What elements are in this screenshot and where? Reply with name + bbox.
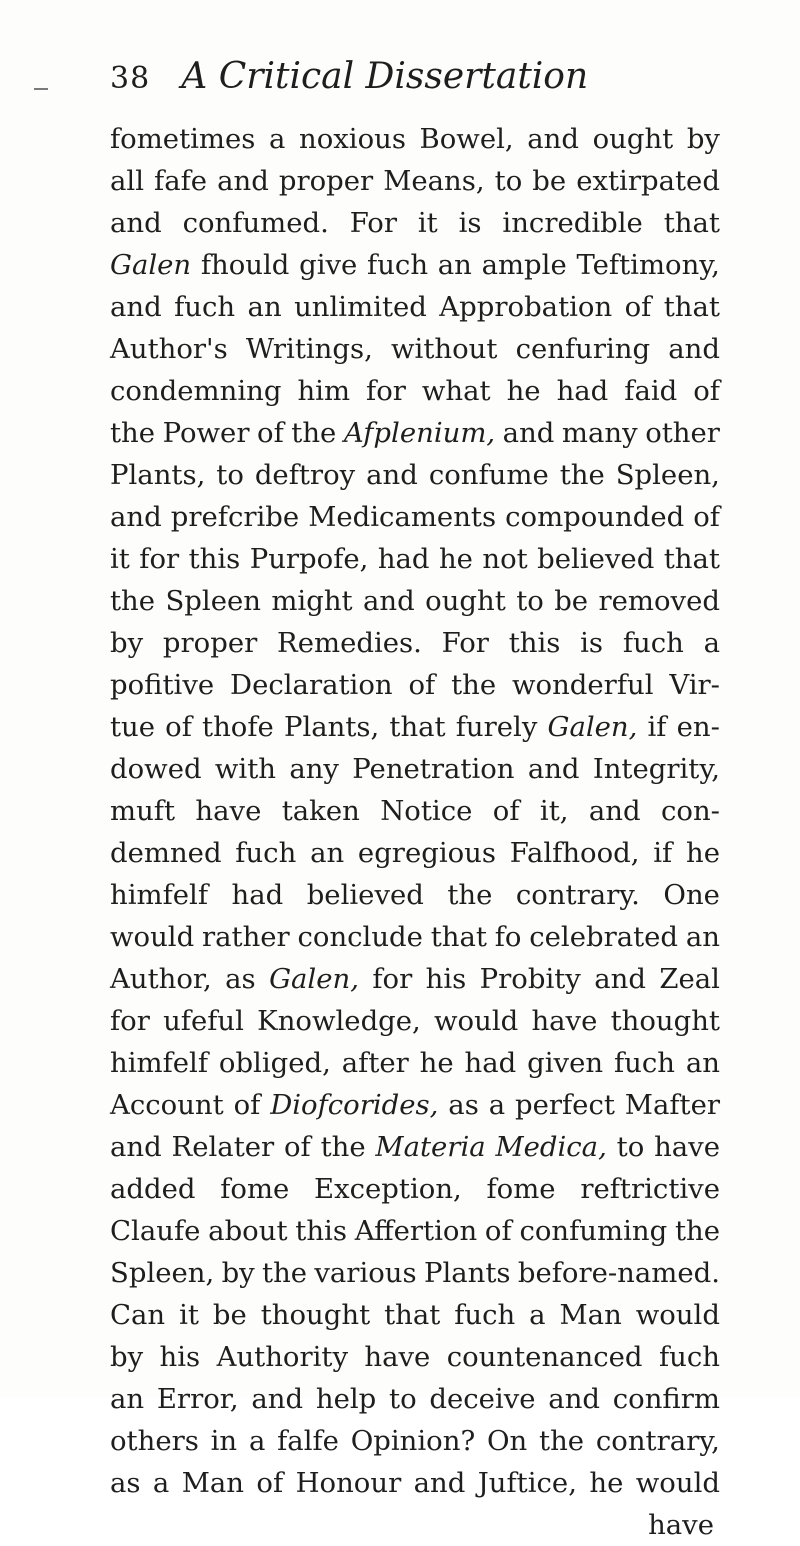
word: confuming [519,1215,668,1247]
text-line [110,496,720,538]
word: without [391,333,498,365]
word: Claufe [110,1215,201,1247]
word: is [580,627,604,659]
word: Zeal [659,963,720,995]
word: his [425,963,467,995]
word: fometimes [110,123,256,155]
word: fuch [454,1299,516,1331]
word: and [110,207,162,239]
text-line [110,1294,720,1336]
word: and [548,1383,601,1415]
word: Medica, [495,1131,607,1163]
word: demned [110,837,222,869]
word: contrary. [515,879,640,911]
word: this [295,1215,347,1247]
word: of [233,1089,261,1121]
word: Relater [171,1131,275,1163]
word: incredible [502,207,643,239]
word: to [389,1383,417,1415]
word: Teftimony, [576,249,720,281]
word: the [291,417,337,449]
word: had [231,879,284,911]
word: many [561,417,638,449]
word: an [110,1383,145,1415]
word: Plants [423,1257,511,1289]
text-line [110,1336,720,1378]
word: others [110,1425,199,1457]
word: not [482,543,528,575]
text-line [110,1252,720,1294]
running-title: A Critical Dissertation [181,56,589,97]
word: with [214,753,276,785]
word: Galen [110,249,192,281]
text-line [110,958,720,1000]
word: after [341,1047,409,1079]
catchword: have [648,1509,714,1541]
word: Spleen, [110,1257,215,1289]
word: the [674,1215,720,1247]
word: Affertion [354,1215,478,1247]
text-line [110,286,720,328]
word: the [110,585,156,617]
word: fuch [622,627,684,659]
word: reftrictive [580,1173,720,1205]
word: Declaration [230,669,393,701]
word: give [299,249,358,281]
word: any [289,753,339,785]
word: Falfhood, [509,837,640,869]
word: it [179,1299,199,1331]
word: for [110,1005,150,1037]
word: conclude [297,921,423,953]
word: himfelf [110,879,209,911]
word: have [364,1341,431,1373]
word: cenfuring [515,333,651,365]
word: For [441,627,489,659]
text-line [110,580,720,622]
word: rather [201,921,290,953]
paper-blemish [395,8,413,34]
word: Bowel, [419,123,514,155]
word: fome [220,1173,290,1205]
word: Exception, [314,1173,462,1205]
word: falfe [277,1425,339,1457]
word: if [647,711,667,743]
word: and [527,753,580,785]
word: as [110,1467,141,1499]
margin-mark [34,88,48,90]
word: removed [598,585,720,617]
word: Probity [479,963,581,995]
word: added [110,1173,196,1205]
word: and [363,585,415,617]
word: unlimited [294,291,427,323]
word: of [284,1131,311,1163]
text-line [110,412,720,454]
word: he [589,1467,624,1499]
word: ought [592,123,674,155]
word: the [320,1131,366,1163]
word: he [419,1047,454,1079]
text-line [110,160,720,202]
word: Galen, [547,711,638,743]
text-line [110,454,720,496]
word: and [110,1131,162,1163]
word: celebrated [529,921,679,953]
word: an [685,1047,720,1079]
word: and [668,333,720,365]
word: confume [428,459,549,491]
word: and [502,417,555,449]
word: an [310,837,345,869]
word: in [210,1425,238,1457]
word: fuch [235,837,297,869]
word: Purpofe, [249,543,369,575]
word: condemning [110,375,282,407]
text-line [110,1000,720,1042]
word: as [225,963,256,995]
word: noxious [299,123,406,155]
word: Author's [110,333,228,365]
word: would [635,1299,720,1331]
text-line [110,1168,720,1210]
text-line [110,1462,720,1504]
word: himfelf [110,1047,209,1079]
word: wonderful [511,669,654,701]
word: he [686,837,720,869]
word: Man [559,1299,622,1331]
word: taken [281,795,360,827]
word: ufeful [163,1005,244,1037]
word: would [434,1005,519,1037]
word: given [527,1047,604,1079]
text-line [110,370,720,412]
word: a [488,1089,506,1121]
word: thought [260,1299,371,1331]
word: him [297,375,351,407]
word: proper [278,165,374,197]
word: for [372,963,413,995]
word: of [408,669,436,701]
word: and [527,123,579,155]
word: by [686,123,720,155]
word: would [110,921,195,953]
word: have [531,1005,598,1037]
word: fuch [174,291,236,323]
word: fafe [154,165,208,197]
word: of [165,711,192,743]
word: fhould [200,249,290,281]
word: ought [425,585,506,617]
word: Error, [156,1383,239,1415]
word: believed [537,543,655,575]
word: fome [486,1173,556,1205]
word: dowed [110,753,202,785]
word: might [271,585,353,617]
word: that [430,921,487,953]
word: the [110,417,156,449]
word: of [693,501,720,533]
word: of [624,291,652,323]
word: tue [110,711,156,743]
word: it [110,543,130,575]
word: for [139,543,180,575]
body-text [110,118,720,1546]
word: various [314,1257,417,1289]
word: of [256,1467,284,1499]
word: a [703,627,720,659]
word: fuch [613,1047,675,1079]
word: faid [624,375,678,407]
word: confirm [612,1383,720,1415]
word: and [251,1383,304,1415]
text-line [110,664,720,706]
word: Spleen [165,585,261,617]
word: and [594,963,646,995]
catchword-line [110,1504,720,1546]
word: a [248,1425,266,1457]
word: deftroy [254,459,356,491]
word: what [421,375,491,407]
word: all [110,165,144,197]
word: a [269,123,286,155]
word: ample [481,249,567,281]
text-line [110,328,720,370]
word: deceive [429,1383,536,1415]
word: Diofcorides, [270,1089,439,1121]
word: Plants, [283,711,380,743]
word: and [588,795,641,827]
word: if [653,837,673,869]
word: extirpated [576,165,720,197]
word: furely [455,711,538,743]
word: it [417,207,438,239]
word: be [554,585,589,617]
word: Penetration [352,753,515,785]
word: Spleen, [615,459,720,491]
word: Afplenium, [343,417,496,449]
word: a [529,1299,546,1331]
word: Approbation [439,291,613,323]
text-line [110,1126,720,1168]
text-line [110,1378,720,1420]
word: of [492,795,520,827]
word: the [539,1425,585,1457]
word: prefcribe [170,501,300,533]
word: and [110,291,162,323]
word: by [221,1257,255,1289]
word: had [377,543,430,575]
word: his [159,1341,201,1373]
word: On [486,1425,528,1457]
word: as [448,1089,479,1121]
text-line [110,118,720,160]
word: compounded [505,501,685,533]
word: pofitive [110,669,215,701]
word: Knowledge, [257,1005,421,1037]
word: Integrity, [592,753,720,785]
word: thought [610,1005,720,1037]
word: the [559,459,605,491]
word: to [494,165,523,197]
word: to [216,459,244,491]
word: of [257,417,284,449]
word: that [663,207,720,239]
word: Power [162,417,250,449]
text-line [110,874,720,916]
text-line [110,706,720,748]
word: proper [162,627,258,659]
word: fuch [658,1341,720,1373]
word: help [315,1383,377,1415]
word: Mafter [624,1089,720,1121]
word: he [506,375,541,407]
word: by [110,627,144,659]
word: Authority [216,1341,348,1373]
word: Author, [110,963,212,995]
word: of [693,375,720,407]
text-line [110,790,720,832]
word: other [645,417,720,449]
word: Account [110,1089,224,1121]
word: before-named. [517,1257,720,1289]
word: have [654,1131,720,1163]
text-line [110,832,720,874]
text-line [110,202,720,244]
word: be [212,1299,247,1331]
word: that [384,1299,441,1331]
text-line [110,622,720,664]
text-line [110,538,720,580]
word: thofe [202,711,274,743]
word: muft [110,795,176,827]
word: Plants, [110,459,206,491]
word: he [438,543,473,575]
word: confumed. [182,207,329,239]
word: fo [494,921,522,953]
word: have [195,795,262,827]
word: had [556,375,609,407]
word: One [663,879,720,911]
word: Writings, [245,333,373,365]
word: this [508,627,561,659]
word: and [110,501,162,533]
word: fuch [367,249,429,281]
word: that [663,543,720,575]
word: and [366,459,418,491]
word: Galen, [269,963,359,995]
word: perfect [514,1089,615,1121]
word: this [188,543,241,575]
word: egregious [357,837,496,869]
word: Juftice, [477,1467,577,1499]
word: and [413,1467,466,1499]
text-line [110,1042,720,1084]
word: For [349,207,398,239]
word: Honour [295,1467,402,1499]
text-line [110,1420,720,1462]
text-line [110,748,720,790]
running-head [110,56,730,112]
word: would [635,1467,720,1499]
word: about [208,1215,288,1247]
word: the [447,879,493,911]
word: Vir- [669,669,720,701]
word: an [685,921,720,953]
word: believed [306,879,424,911]
word: Remedies. [277,627,422,659]
word: the [262,1257,308,1289]
word: a [152,1467,170,1499]
word: and [217,165,269,197]
text-line [110,244,720,286]
word: it, [539,795,569,827]
word: en- [676,711,720,743]
text-line [110,1084,720,1126]
word: the [451,669,497,701]
word: an [247,291,282,323]
text-line [110,916,720,958]
word: Man [181,1467,244,1499]
word: that [663,291,720,323]
word: Notice [380,795,473,827]
word: Means, [383,165,485,197]
word: Medicaments [308,501,497,533]
word: for [366,375,406,407]
word: of [484,1215,512,1247]
word: Materia [375,1131,486,1163]
word: con- [661,795,720,827]
word: had [464,1047,517,1079]
word: is [458,207,482,239]
word: an [437,249,472,281]
word: Can [110,1299,166,1331]
word: by [110,1341,144,1373]
word: countenanced [446,1341,643,1373]
word: to [616,1131,645,1163]
page-number: 38 [110,61,151,96]
word: obliged, [218,1047,331,1079]
word: that [389,711,446,743]
word: to [516,585,544,617]
word: Opinion? [350,1425,476,1457]
word: contrary, [595,1425,720,1457]
word: be [532,165,567,197]
text-line [110,1210,720,1252]
